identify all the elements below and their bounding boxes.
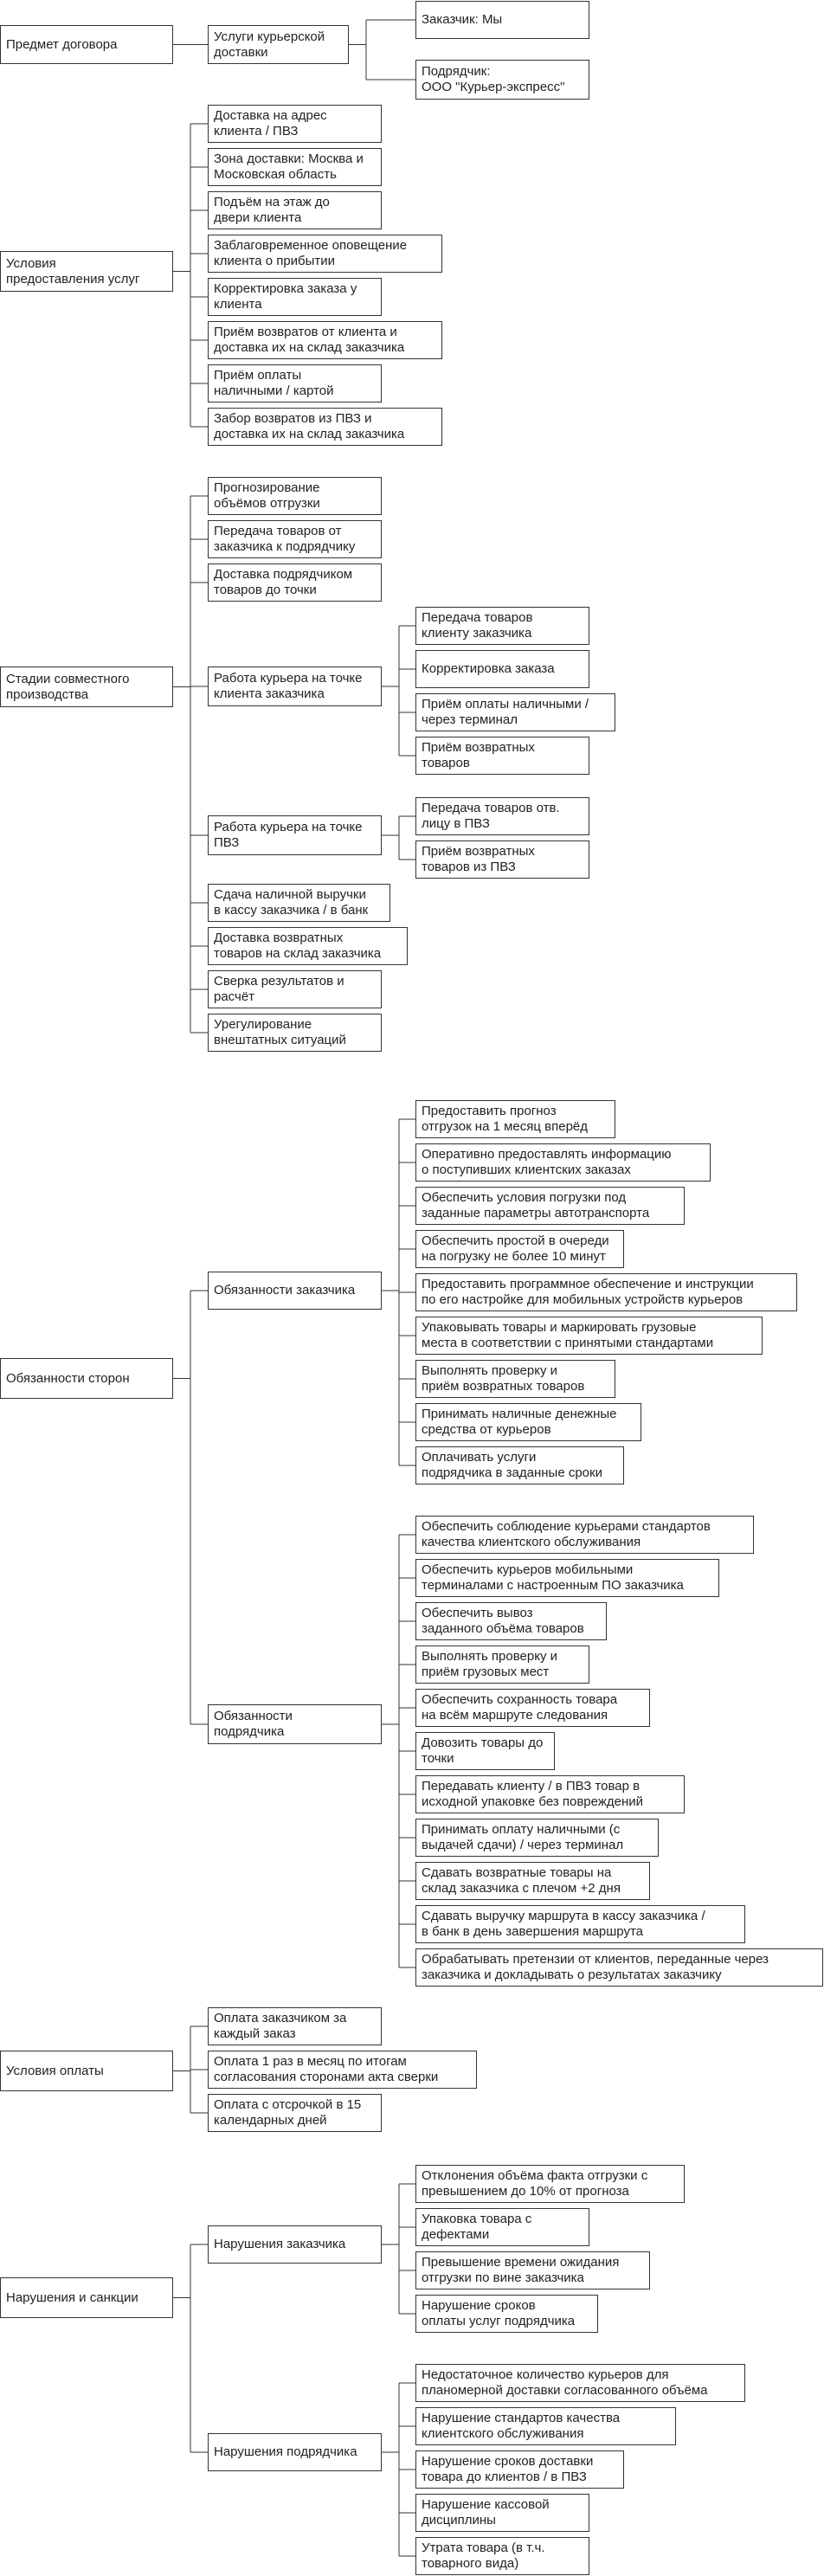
node-label: Доставка возвратных товаров на склад заказчика — [214, 931, 382, 961]
subtopic-r4a6[interactable] — [415, 1317, 763, 1355]
node-label: Обеспечить сохранность товара на всём маршруте следования — [422, 1692, 618, 1723]
subtopic-r3e[interactable] — [208, 815, 382, 855]
node-label: Передавать клиенту / в ПВЗ товар в исходной упаковке без повреждений — [422, 1779, 643, 1809]
node-label: Доставка на адрес клиента / ПВЗ — [214, 108, 327, 138]
node-label: Сдавать возвратные товары на склад заказчика с плечом +2 дня — [422, 1865, 621, 1896]
node-label: Приём оплаты наличными / картой — [214, 368, 334, 398]
node-label: Обеспечить курьеров мобильными терминалами с настроенным ПО заказчика — [422, 1562, 684, 1593]
subtopic-r5c[interactable] — [208, 2094, 382, 2132]
subtopic-r3d1[interactable] — [415, 607, 589, 645]
subtopic-r3d3[interactable] — [415, 693, 615, 731]
node-label: Нарушение сроков оплаты услуг подрядчика — [422, 2298, 576, 2328]
subtopic-r4a3[interactable] — [415, 1187, 685, 1225]
subtopic-r4a[interactable] — [208, 1272, 382, 1310]
subtopic-r4b6[interactable] — [415, 1732, 555, 1770]
node-label: Нарушения заказчика — [214, 2237, 346, 2251]
node-label: Обеспечить условия погрузки под заданные параметры автотранспорта — [422, 1190, 650, 1220]
subtopic-r6b1[interactable] — [415, 2364, 745, 2402]
node-label: Зона доставки: Москва и Московская область — [214, 151, 364, 182]
node-label: Нарушение стандартов качества клиентского обслуживания — [422, 2411, 621, 2441]
node-label: Оплата заказчиком за каждый заказ — [214, 2011, 347, 2041]
subtopic-r3f[interactable] — [208, 884, 390, 922]
subtopic-r4a9[interactable] — [415, 1446, 624, 1484]
subtopic-r4a7[interactable] — [415, 1360, 615, 1398]
subtopic-r4b2[interactable] — [415, 1559, 719, 1597]
subtopic-r4b10[interactable] — [415, 1905, 745, 1943]
subtopic-r6b5[interactable] — [415, 2537, 589, 2575]
subtopic-r2d[interactable] — [208, 235, 442, 273]
subtopic-r6a3[interactable] — [415, 2251, 650, 2289]
subtopic-r5b[interactable] — [208, 2051, 477, 2089]
node-label: Предоставить прогноз отгрузок на 1 месяц вперёд — [422, 1104, 589, 1134]
subtopic-r4b8[interactable] — [415, 1819, 659, 1857]
topic-r6[interactable] — [0, 2277, 173, 2318]
node-label: Принимать наличные денежные средства от курьеров — [422, 1407, 617, 1437]
subtopic-r6b[interactable] — [208, 2433, 382, 2471]
node-label: Обязанности подрядчика — [214, 1709, 293, 1739]
node-label: Обязанности заказчика — [214, 1283, 356, 1298]
node-label: Обеспечить вывоз заданного объёма товаров — [422, 1606, 584, 1636]
subtopic-r3d4[interactable] — [415, 737, 589, 775]
node-label: Сдача наличной выручки в кассу заказчика / в банк — [214, 887, 369, 918]
node-label: Заказчик: Мы — [422, 12, 503, 27]
node-label: Забор возвратов из ПВЗ и доставка их на склад заказчика — [214, 411, 405, 441]
node-label: Обеспечить простой в очереди на погрузку не более 10 минут — [422, 1233, 609, 1264]
subtopic-r1a2[interactable] — [415, 60, 589, 100]
topic-r1[interactable] — [0, 25, 173, 64]
node-label: Подрядчик: ООО "Курьер-экспресс" — [422, 64, 565, 94]
subtopic-r5a[interactable] — [208, 2007, 382, 2045]
subtopic-r3a[interactable] — [208, 477, 382, 515]
node-label: Услуги курьерской доставки — [214, 29, 325, 60]
subtopic-r6a4[interactable] — [415, 2295, 598, 2333]
node-label: Приём оплаты наличными / через терминал — [422, 697, 589, 727]
subtopic-r3d[interactable] — [208, 667, 382, 706]
subtopic-r2b[interactable] — [208, 148, 382, 186]
node-label: Отклонения объёма факта отгрузки с превышением до 10% от прогноза — [422, 2168, 648, 2199]
subtopic-r3d2[interactable] — [415, 650, 589, 688]
node-label: Корректировка заказа у клиента — [214, 281, 357, 312]
node-label: Подъём на этаж до двери клиента — [214, 195, 330, 225]
subtopic-r6a1[interactable] — [415, 2165, 685, 2203]
subtopic-r3e2[interactable] — [415, 840, 589, 879]
topic-r4[interactable] — [0, 1358, 173, 1399]
node-label: Передача товаров от заказчика к подрядчику — [214, 524, 356, 554]
node-label: Приём возвратных товаров — [422, 740, 535, 770]
node-label: Сверка результатов и расчёт — [214, 974, 344, 1004]
subtopic-r3g[interactable] — [208, 927, 408, 965]
node-label: Корректировка заказа — [422, 661, 555, 676]
topic-r5[interactable] — [0, 2051, 173, 2091]
node-label: Работа курьера на точке клиента заказчика — [214, 671, 363, 701]
node-label: Оперативно предоставлять информацию о поступивших клиентских заказах — [422, 1147, 672, 1177]
node-label: Прогнозирование объёмов отгрузки — [214, 480, 320, 511]
subtopic-r2e[interactable] — [208, 278, 382, 316]
node-label: Стадии совместного производства — [6, 671, 130, 702]
subtopic-r4b5[interactable] — [415, 1689, 650, 1727]
node-label: Предоставить программное обеспечение и инструкции по его настройке для мобильных устройств курьеров — [422, 1277, 754, 1307]
node-label: Нарушение сроков доставки товара до клиентов / в ПВЗ — [422, 2454, 594, 2484]
subtopic-r2a[interactable] — [208, 105, 382, 143]
node-label: Упаковка товара с дефектами — [422, 2212, 532, 2242]
topic-r2[interactable] — [0, 251, 173, 292]
subtopic-r3h[interactable] — [208, 970, 382, 1008]
node-label: Приём возвратов от клиента и доставка их на склад заказчика — [214, 325, 405, 355]
node-label: Оплата 1 раз в месяц по итогам согласования сторонами акта сверки — [214, 2054, 439, 2084]
subtopic-r4b[interactable] — [208, 1704, 382, 1744]
node-label: Утрата товара (в т.ч. товарного вида) — [422, 2541, 545, 2571]
node-label: Работа курьера на точке ПВЗ — [214, 820, 363, 850]
subtopic-r4b11[interactable] — [415, 1948, 823, 1987]
subtopic-r6a[interactable] — [208, 2225, 382, 2264]
node-label: Нарушение кассовой дисциплины — [422, 2497, 550, 2528]
subtopic-r3i[interactable] — [208, 1014, 382, 1052]
subtopic-r4a2[interactable] — [415, 1143, 711, 1182]
subtopic-r3e1[interactable] — [415, 797, 589, 835]
subtopic-r3b[interactable] — [208, 520, 382, 558]
node-label: Довозить товары до точки — [422, 1736, 544, 1766]
topic-r3[interactable] — [0, 667, 173, 707]
subtopic-r1a[interactable] — [208, 25, 349, 64]
node-label: Недостаточное количество курьеров для планомерной доставки согласованного объёма — [422, 2367, 708, 2398]
node-label: Обязанности сторон — [6, 1370, 130, 1386]
node-label: Нарушения подрядчика — [214, 2444, 357, 2459]
node-label: Предмет договора — [6, 36, 118, 52]
node-label: Обрабатывать претензии от клиентов, переданные через заказчика и докладывать о результатах заказчику — [422, 1952, 769, 1982]
node-label: Приём возвратных товаров из ПВЗ — [422, 844, 535, 874]
node-label: Урегулирование внештатных ситуаций — [214, 1017, 346, 1047]
subtopic-r4b1[interactable] — [415, 1516, 754, 1554]
subtopic-r3c[interactable] — [208, 564, 382, 602]
subtopic-r6b3[interactable] — [415, 2450, 624, 2489]
subtopic-r4a5[interactable] — [415, 1273, 797, 1311]
subtopic-r2g[interactable] — [208, 364, 382, 402]
subtopic-r4b9[interactable] — [415, 1862, 650, 1900]
subtopic-r4b7[interactable] — [415, 1775, 685, 1813]
node-label: Принимать оплату наличными (с выдачей сдачи) / через терминал — [422, 1822, 624, 1852]
node-label: Превышение времени ожидания отгрузки по вине заказчика — [422, 2255, 620, 2285]
node-label: Выполнять проверку и приём возвратных товаров — [422, 1363, 585, 1394]
node-label: Условия оплаты — [6, 2063, 104, 2078]
node-label: Нарушения и санкции — [6, 2289, 138, 2305]
node-label: Упаковывать товары и маркировать грузовые места в соответствии с принятыми стандартами — [422, 1320, 714, 1350]
node-label: Доставка подрядчиком товаров до точки — [214, 567, 353, 597]
subtopic-r2h[interactable] — [208, 408, 442, 446]
node-label: Выполнять проверку и приём грузовых мест — [422, 1649, 558, 1679]
node-label: Оплата с отсрочкой в 15 календарных дней — [214, 2097, 362, 2128]
subtopic-r4b3[interactable] — [415, 1602, 607, 1640]
subtopic-r4a4[interactable] — [415, 1230, 624, 1268]
subtopic-r4a8[interactable] — [415, 1403, 641, 1441]
subtopic-r4b4[interactable] — [415, 1645, 589, 1684]
subtopic-r6b4[interactable] — [415, 2494, 589, 2532]
node-label: Условия предоставления услуг — [6, 255, 140, 287]
node-label: Заблаговременное оповещение клиента о прибытии — [214, 238, 408, 268]
subtopic-r4a1[interactable] — [415, 1100, 615, 1138]
node-label: Передача товаров отв. лицу в ПВЗ — [422, 801, 560, 831]
node-label: Оплачивать услуги подрядчика в заданные сроки — [422, 1450, 602, 1480]
subtopic-r6a2[interactable] — [415, 2208, 589, 2246]
subtopic-r2c[interactable] — [208, 191, 382, 229]
subtopic-r1a1[interactable] — [415, 1, 589, 39]
node-label: Обеспечить соблюдение курьерами стандартов качества клиентского обслуживания — [422, 1519, 711, 1549]
subtopic-r6b2[interactable] — [415, 2407, 676, 2445]
subtopic-r2f[interactable] — [208, 321, 442, 359]
node-label: Передача товаров клиенту заказчика — [422, 610, 533, 641]
node-label: Сдавать выручку маршрута в кассу заказчика / в банк в день завершения маршрута — [422, 1909, 705, 1939]
